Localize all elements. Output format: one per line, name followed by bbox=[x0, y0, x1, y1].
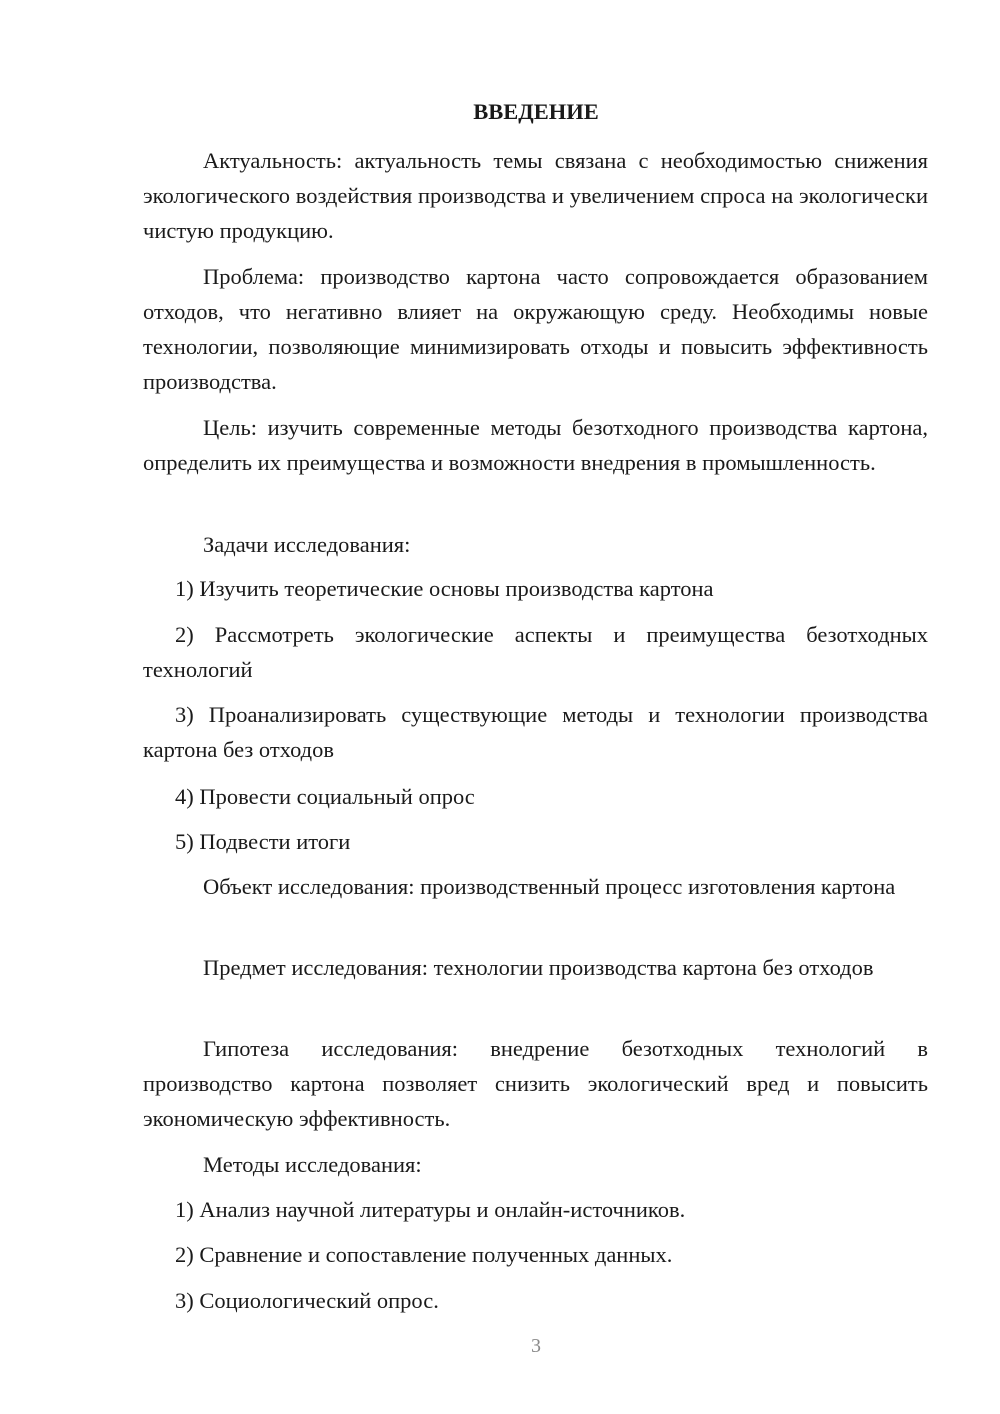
methods-heading: Методы исследования: bbox=[203, 1152, 422, 1177]
paragraph-goal: Цель: изучить современные методы безотходного производства картона, определить их преимущества и возможности внедрения в промышленность. bbox=[143, 415, 928, 475]
page-number: 3 bbox=[531, 1335, 541, 1357]
method-item: 3) Социологический опрос. bbox=[175, 1288, 439, 1313]
task-item: 5) Подвести итоги bbox=[175, 829, 351, 854]
paragraph-relevance: Актуальность: актуальность темы связана с необходимостью снижения экологического воздействия производства и увеличением спроса на экологически чистую продукцию. bbox=[143, 148, 928, 243]
paragraph-problem: Проблема: производство картона часто сопровождается образованием отходов, что негативно влияет на окружающую среду. Необходимы новые технологии, позволяющие минимизировать отходы и повысить эффективность производства. bbox=[143, 264, 928, 394]
method-item: 2) Сравнение и сопоставление полученных данных. bbox=[175, 1242, 673, 1267]
paragraph-subject: Предмет исследования: технологии производства картона без отходов bbox=[203, 955, 874, 980]
paragraph-hypothesis: Гипотеза исследования: внедрение безотходных технологий в производство картона позволяет снизить экологический вред и повысить экономическую эффективность. bbox=[143, 1036, 928, 1131]
paragraph-object: Объект исследования: производственный процесс изготовления картона bbox=[203, 874, 896, 899]
tasks-heading: Задачи исследования: bbox=[203, 532, 411, 557]
task-item: 3) Проанализировать существующие методы и технологии производства картона без отходов bbox=[143, 702, 928, 762]
page-title: ВВЕДЕНИЕ bbox=[473, 99, 599, 124]
task-item: 4) Провести социальный опрос bbox=[175, 784, 475, 809]
method-item: 1) Анализ научной литературы и онлайн-источников. bbox=[175, 1197, 686, 1222]
task-item: 1) Изучить теоретические основы производства картона bbox=[175, 576, 714, 601]
task-item: 2) Рассмотреть экологические аспекты и преимущества безотходных технологий bbox=[143, 622, 928, 682]
